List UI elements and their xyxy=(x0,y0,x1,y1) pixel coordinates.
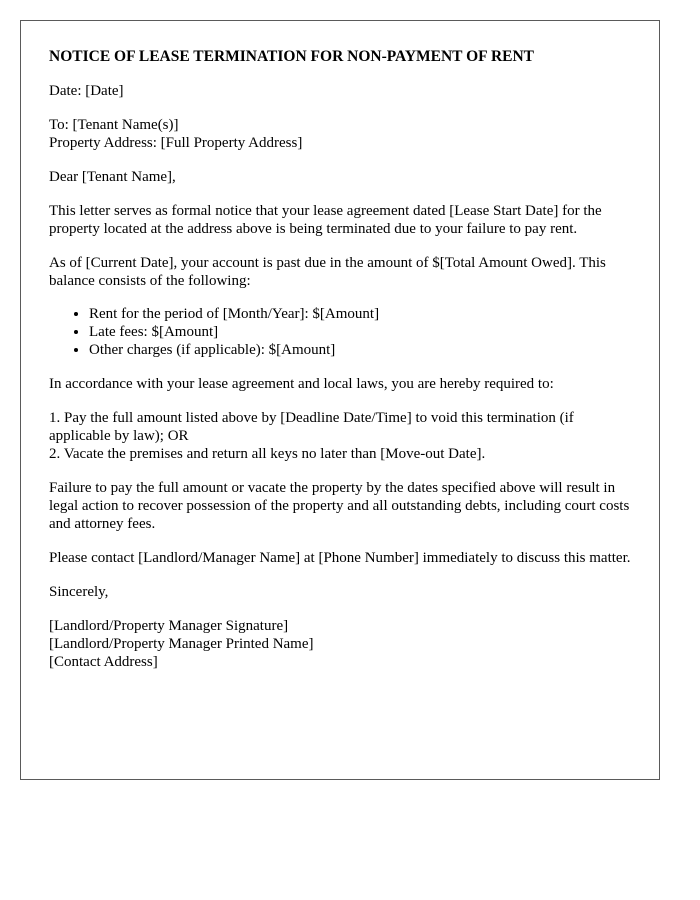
charges-list xyxy=(49,305,631,359)
letter-document xyxy=(20,20,660,780)
letter-title: NOTICE OF LEASE TERMINATION FOR NON-PAYMENT OF RENT xyxy=(49,48,535,65)
printed-name-line: [Landlord/Property Manager Printed Name] xyxy=(49,636,314,652)
property-address-line: Property Address: [Full Property Address] xyxy=(49,135,303,151)
recipient-block xyxy=(49,116,631,152)
charge-item-rent: • Rent for the period of [Month/Year]: $[Amount] xyxy=(89,305,631,323)
charge-item-other: • Other charges (if applicable): $[Amount] xyxy=(89,341,631,359)
contact-paragraph: Please contact [Landlord/Manager Name] at [Phone Number] immediately to discuss this matter. xyxy=(49,550,631,566)
closing: Sincerely, xyxy=(49,584,109,600)
options-block xyxy=(49,409,631,463)
contact-address-line: [Contact Address] xyxy=(49,654,158,670)
to-line: To: [Tenant Name(s)] xyxy=(49,117,179,133)
signature-line: [Landlord/Property Manager Signature] xyxy=(49,618,289,634)
requirement-paragraph: In accordance with your lease agreement and local laws, you are hereby required to: xyxy=(49,376,554,392)
charge-item-late-fees: • Late fees: $[Amount] xyxy=(89,323,631,341)
signature-block xyxy=(49,617,631,671)
balance-paragraph: As of [Current Date], your account is past due in the amount of $[Total Amount Owed]. This balance consists of the following: xyxy=(49,255,606,289)
salutation: Dear [Tenant Name], xyxy=(49,169,176,185)
option-pay: 1. Pay the full amount listed above by [Deadline Date/Time] to void this termination (if applicable by law); OR xyxy=(49,410,574,444)
option-vacate: 2. Vacate the premises and return all keys no later than [Move-out Date]. xyxy=(49,446,486,462)
intro-paragraph: This letter serves as formal notice that your lease agreement dated [Lease Start Date] for the property located at the address above is being terminated due to your failure to pay rent. xyxy=(49,203,602,237)
date-line: Date: [Date] xyxy=(49,83,124,99)
failure-paragraph: Failure to pay the full amount or vacate the property by the dates specified above will result in legal action to recover possession of the property and all outstanding debts, including court costs and attorney fees. xyxy=(49,480,630,532)
